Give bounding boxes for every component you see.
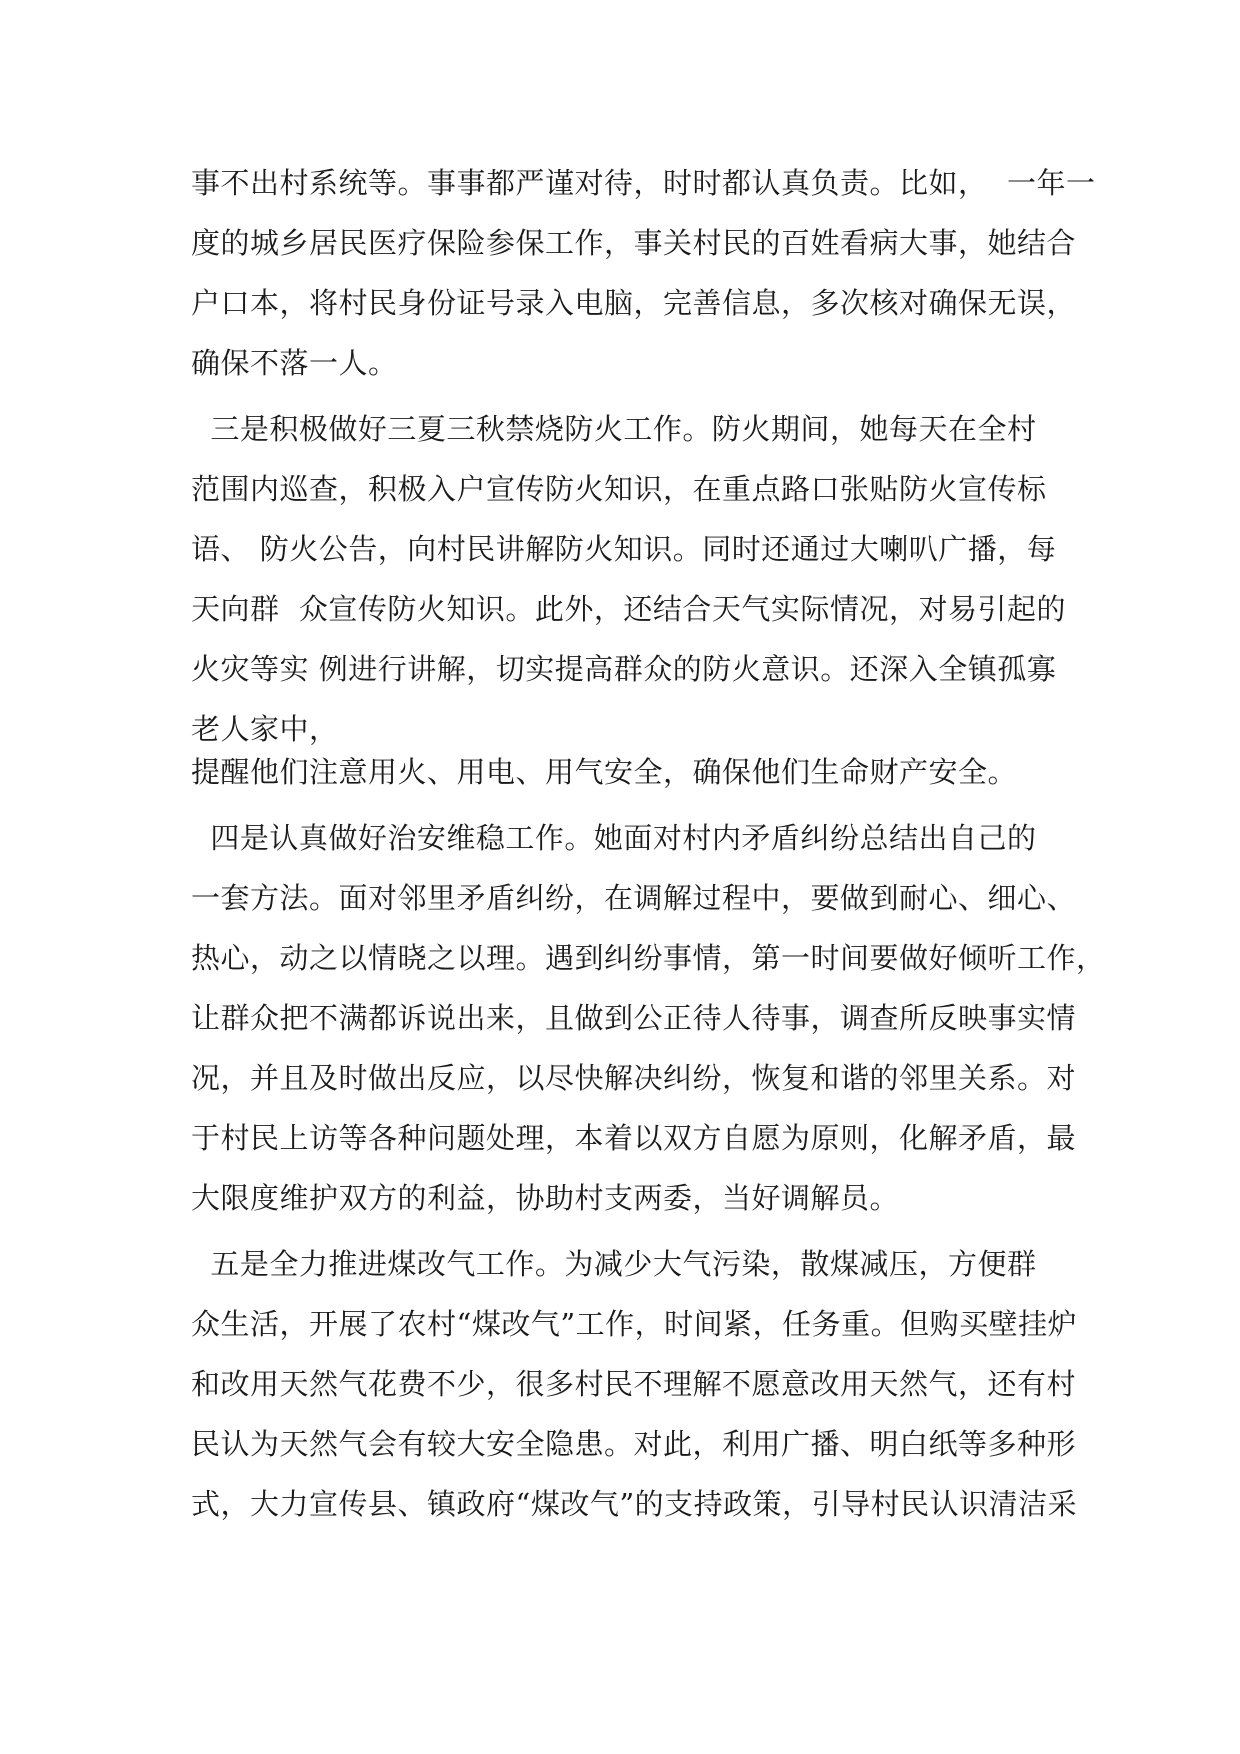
paragraph-1-line-1: 事不出村系统等。事事都严谨对待，时时都认真负责。比如， 一年一	[191, 166, 1096, 200]
paragraph-4-line-2: 众生活，开展了农村“煤改气”工作，时间紧，任务重。但购买壁挂炉	[191, 1307, 1078, 1341]
paragraph-2-line-5: 火灾等实 例进行讲解，切实提高群众的防火意识。还深入全镇孤寡	[191, 652, 1057, 686]
paragraph-3-line-2: 一套方法。面对邻里矛盾纠纷，在调解过程中，要做到耐心、细心、	[191, 881, 1077, 915]
paragraph-2-line-6: 老人家中，	[191, 712, 339, 746]
paragraph-3-line-6: 于村民上访等各种问题处理，本着以双方自愿为原则，化解矛盾，最	[191, 1121, 1077, 1155]
paragraph-3-line-1: 四是认真做好治安维稳工作。她面对村内矛盾纠纷总结出自己的	[191, 821, 1037, 855]
paragraph-2-line-3: 语、 防火公告，向村民讲解防火知识。同时还通过大喇叭广播，每	[191, 532, 1057, 566]
paragraph-4-line-4: 民认为天然气会有较大安全隐患。对此，利用广播、明白纸等多种形	[191, 1427, 1077, 1461]
paragraph-2-line-2: 范围内巡查，积极入户宣传防火知识，在重点路口张贴防火宣传标	[191, 472, 1047, 506]
paragraph-3-line-7: 大限度维护双方的利益，协助村支两委，当好调解员。	[191, 1181, 900, 1215]
paragraph-2-line-1: 三是积极做好三夏三秋禁烧防火工作。防火期间，她每天在全村	[191, 412, 1037, 446]
paragraph-4-line-3: 和改用天然气花费不少，很多村民不理解不愿意改用天然气，还有村	[191, 1367, 1077, 1401]
paragraph-4-line-1: 五是全力推进煤改气工作。为减少大气污染，散煤减压，方便群	[191, 1247, 1037, 1281]
paragraph-4-line-5: 式，大力宣传县、镇政府“煤改气”的支持政策，引导村民认识清洁采	[191, 1487, 1078, 1521]
paragraph-3-line-4: 让群众把不满都诉说出来，且做到公正待人待事，调查所反映事实情	[191, 1001, 1077, 1035]
paragraph-3-line-5: 况，并且及时做出反应，以尽快解决纠纷，恢复和谐的邻里关系。对	[191, 1061, 1077, 1095]
paragraph-2-line-4: 天向群 众宣传防火知识。此外，还结合天气实际情况，对易引起的	[191, 592, 1066, 626]
paragraph-2-line-7: 提醒他们注意用火、用电、用气安全，确保他们生命财产安全。	[191, 755, 1018, 789]
paragraph-3-line-3: 热心，动之以情晓之以理。遇到纠纷事情，第一时间要做好倾听工作，	[191, 941, 1106, 975]
paragraph-1-line-3: 户口本，将村民身份证号录入电脑，完善信息，多次核对确保无误，	[191, 286, 1077, 320]
paragraph-1-line-2: 度的城乡居民医疗保险参保工作，事关村民的百姓看病大事，她结合	[191, 226, 1077, 260]
paragraph-1-line-4: 确保不落一人。	[191, 346, 398, 380]
